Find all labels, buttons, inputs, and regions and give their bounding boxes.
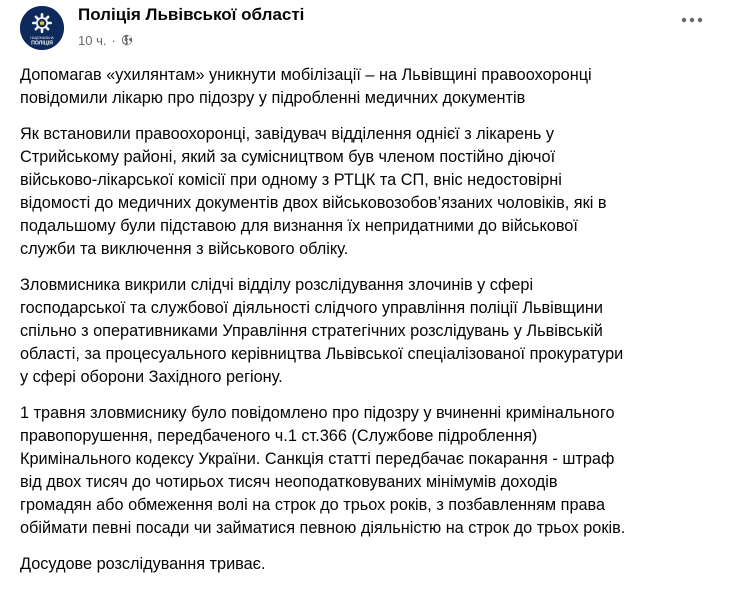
globe-icon[interactable] [121, 34, 133, 46]
post-meta [78, 32, 133, 48]
police-badge-icon [20, 6, 64, 50]
post-body [20, 64, 720, 589]
post-time[interactable]: 10 ч. [78, 32, 107, 48]
post-header [0, 0, 729, 60]
avatar-label-top: НАЦІОНАЛЬНА [30, 36, 54, 40]
post-paragraph-headline: Допомагав «ухилянтам» уникнути мобілізації – на Львівщині правоохоронці повідомили лікарю про підозру у підробленні медичних документів [20, 66, 592, 107]
post-paragraph: Досудове розслідування триває. [20, 555, 266, 573]
post-paragraph: 1 травня зловмиснику було повідомлено про підозру у вчиненні кримінального правопорушення, передбаченого ч.1 ст.366 (Службове підроблення) Кримінального кодексу України. Санкція статті передбачає покарання - штраф від двох тисяч до чотирьох тисяч неоподатковуваних мінімумів доходів громадян або обмеження волі на строк до трьох років, з позбавленням права обіймати певні посади чи займатися певною діяльністю на строк до трьох років. [20, 404, 626, 537]
page-name[interactable]: Поліція Львівської області [78, 5, 305, 24]
meta-separator: · [111, 32, 116, 48]
more-options-button[interactable] [676, 8, 708, 32]
avatar[interactable] [20, 6, 64, 50]
post-paragraph: Зловмисника викрили слідчі відділу розслідування злочинів у сфері господарської та службової діяльності слідчого управління поліції Львівщини спільно з оперативниками Управління стратегічних розслідувань у Львівській області, за процесуального керівництва Львівської спеціалізованої прокуратури у сфері оборони Західного регіону. [20, 276, 624, 386]
post-paragraph: Як встановили правоохоронці, завідувач відділення однієї з лікарень у Стрийському районі, який за сумісництвом був членом постійно діючої військово-лікарської комісії при одному з РТЦК та СП, вніс недостовірні відомості до медичних документів двох військовозобов’язаних чоловіків, які в подальшому були підставою для визнання їх непридатними до військової служби та виключення з військового обліку. [20, 125, 607, 258]
more-horizontal-icon [681, 17, 703, 23]
avatar-label-main: ПОЛІЦІЯ [31, 40, 53, 47]
